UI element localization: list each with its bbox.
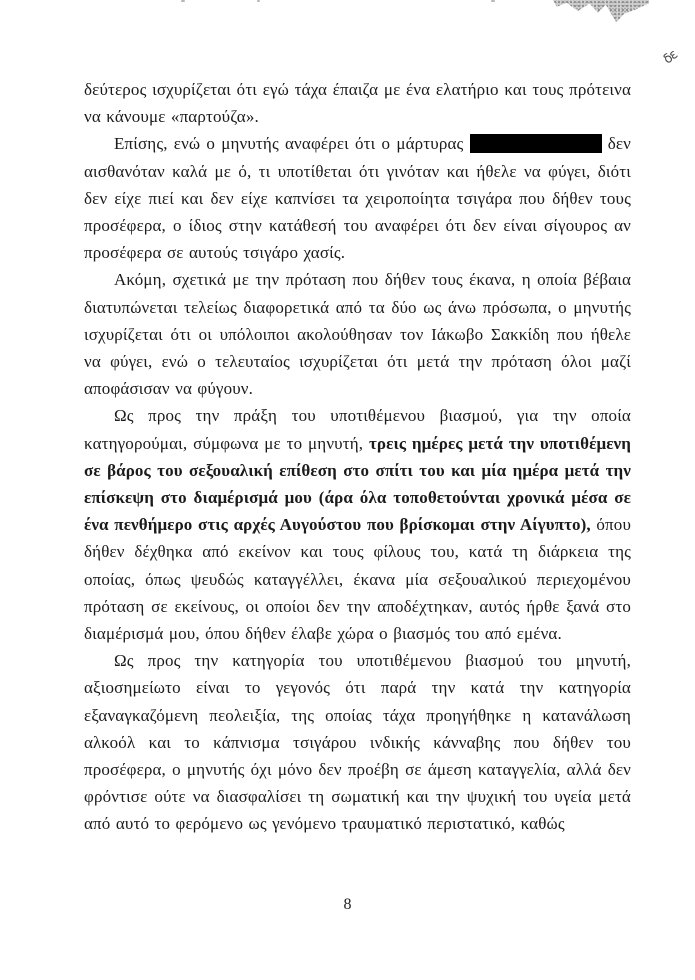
bold-emphasis-text: τρεις ημέρες μετά την υποτιθέμενη σε βάρος του σεξουαλική επίθεση στο σπίτι του και μία ημέρα μετά την επίσκεψη στο διαμέρισμά μου (άρα όλα τοποθετούνται χρονικά μέσα σε ένα πενθήμερο στις αρχές Αυγούστου που βρίσκομαι στην Αίγυπτο), bbox=[84, 433, 632, 535]
paragraph-5 bbox=[84, 647, 631, 837]
document-body bbox=[84, 76, 631, 838]
paragraph-1-text: δεύτερος ισχυρίζεται ότι εγώ τάχα έπαιζα με ένα ελατήριο και τους πρότεινα να κάνουμε «παρτούζα». bbox=[84, 80, 631, 127]
paragraph-2-text-after-redaction: δεν αισθανόταν καλά με ό, τι υποτίθεται ότι γινόταν και ήθελε να φύγει, διότι δεν είχε πιεί και δεν είχε καπνίσει τα χειροποίητα τσιγάρα που δήθεν τους προσέφερα, ο ίδιος στην κατάθεσή του αναφέρει ότι δεν είναι σίγουρος αν προσέφερα σε αυτούς τσιγάρο χασίς. bbox=[84, 134, 632, 263]
scan-speck bbox=[491, 0, 495, 2]
ink-stamp-fragment bbox=[553, 0, 649, 23]
paragraph-4 bbox=[84, 402, 631, 647]
paragraph-4-text-lead: Ως προς την πράξη του υποτιθέμενου βιασμού, για την οποία κατηγορούμαι, σύμφωνα με το μηνυτή, bbox=[84, 406, 631, 453]
paragraph-3-text: Ακόμη, σχετικά με την πρόταση που δήθεν τους έκανα, η οποία βέβαια διατυπώνεται τελείως διαφορετικά από τα δύο ως άνω πρόσωπα, ο μηνυτής ισχυρίζεται ότι οι υπόλοιποι ακολούθησαν τον Ιάκωβο Σακκίδη που ήθελε να φύγει, ενώ ο τελευταίος ισχυρίζεται ότι μετά την πρόταση όλοι μαζί αποφάσισαν να φύγουν. bbox=[84, 270, 631, 399]
handwritten-mark: δε bbox=[660, 47, 681, 68]
paragraph-1 bbox=[84, 76, 631, 130]
paragraph-2 bbox=[84, 130, 631, 266]
paragraph-3 bbox=[84, 266, 631, 402]
page-number: 8 bbox=[343, 896, 352, 913]
paragraph-4-text-tail: όπου δήθεν δέχθηκα από εκείνον και τους φίλους του, κατά τη διάρκεια της οποίας, όπως ψευδώς καταγγέλλει, έκανα μία σεξουαλικού περιεχομένου πρόταση σε εκείνους, οι οποίοι δεν την αποδέχτηκαν, αυτός ήρθε ξανά στο διαμέρισμά μου, όπου δήθεν έλαβε χώρα ο βιασμός του από εμένα. bbox=[84, 515, 632, 644]
scan-speck bbox=[257, 0, 260, 2]
redaction-bar bbox=[470, 134, 602, 153]
scan-speck bbox=[181, 0, 185, 2]
paragraph-5-text: Ως προς την κατηγορία του υποτιθέμενου βιασμού του μηνυτή, αξιοσημείωτο είναι το γεγονός ότι παρά την κατά την κατηγορία εξαναγκαζόμενη πεολειξία, της οποίας τάχα προηγήθηκε η κατανάλωση αλκοόλ και το κάπνισμα τσιγάρου ινδικής κάνναβης που δήθεν του προσέφερα, ο μηνυτής όχι μόνο δεν προέβη σε άμεση καταγγελία, αλλά δεν φρόντισε ούτε να διασφαλίσει τη σωματική και την ψυχική του υγεία μετά από αυτό το φερόμενο ως γενόμενο τραυματικό περιστατικό, καθώς bbox=[84, 651, 631, 834]
paragraph-2-text-before-redaction: Επίσης, ενώ ο μηνυτής αναφέρει ότι ο μάρτυρας bbox=[114, 134, 470, 154]
